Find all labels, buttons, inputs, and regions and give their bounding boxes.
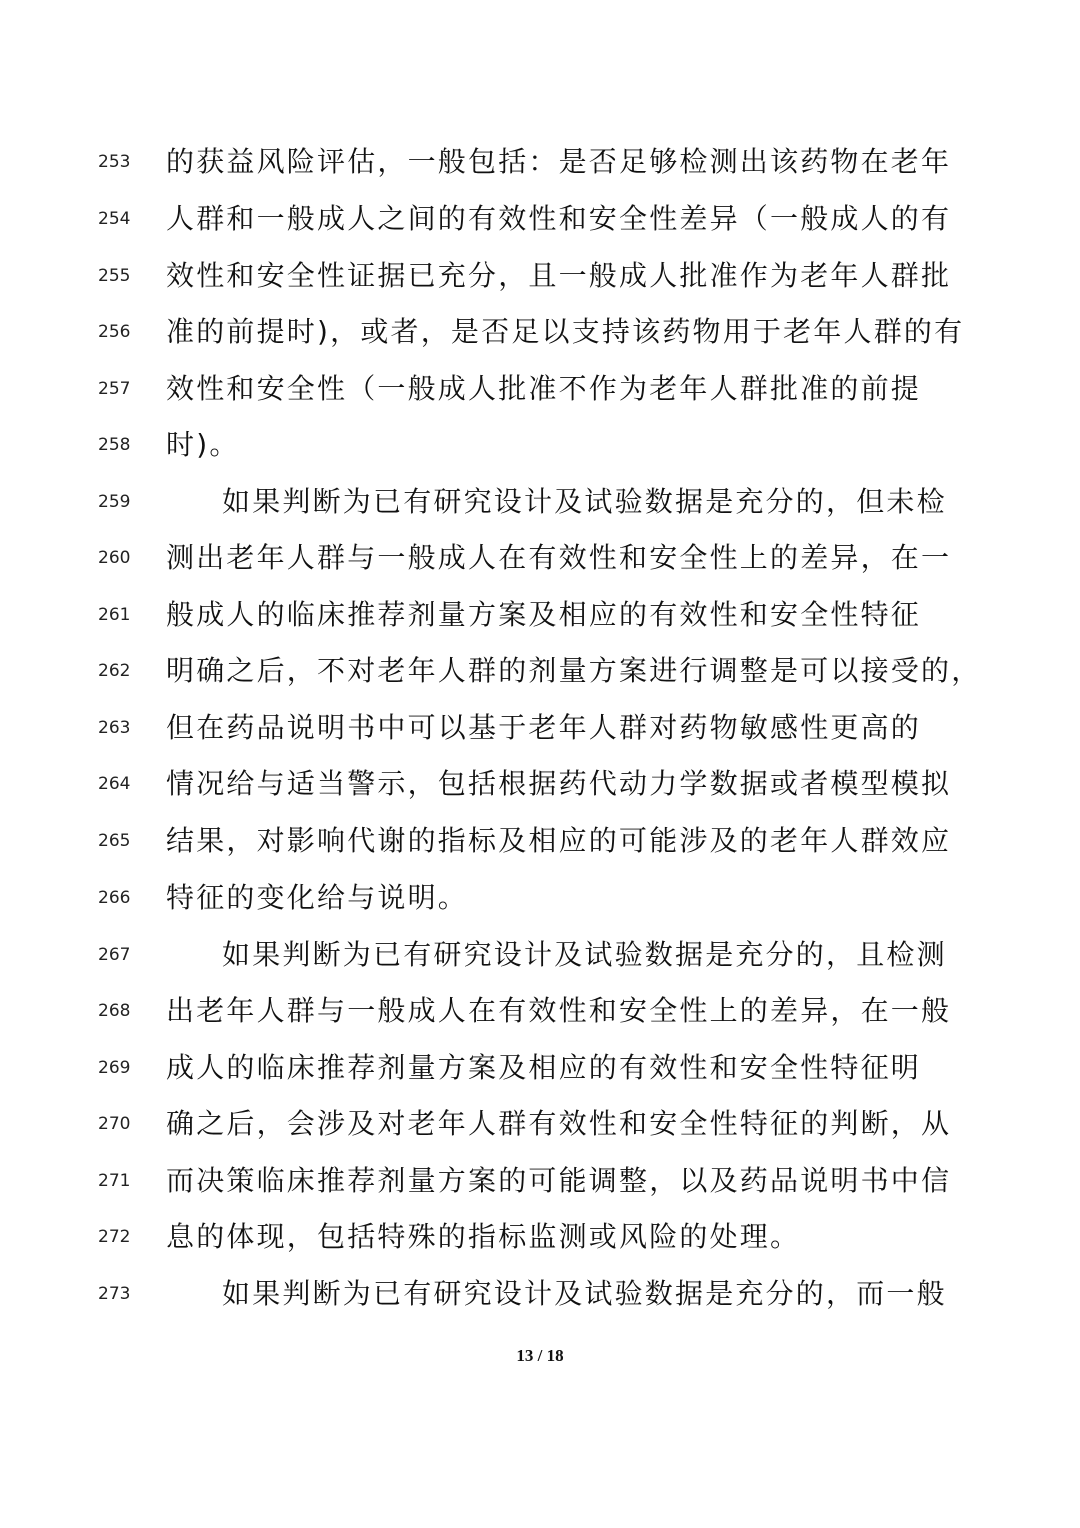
text-line: [0, 587, 1080, 643]
line-text: 如果判断为已有研究设计及试验数据是充分的，而一般: [222, 1277, 947, 1310]
line-number: 260: [98, 548, 131, 568]
line-number: 264: [98, 774, 131, 794]
line-text: 般成人的临床推荐剂量方案及相应的有效性和安全性特征: [166, 598, 922, 631]
line-text: 情况给与适当警示，包括根据药代动力学数据或者模型模拟: [166, 767, 952, 800]
text-line: [0, 643, 1080, 699]
text-line: [0, 134, 1080, 190]
line-text: 结果，对影响代谢的指标及相应的可能涉及的老年人群效应: [166, 824, 952, 857]
line-text: 时)。: [166, 428, 240, 461]
line-text: 明确之后，不对老年人群的剂量方案进行调整是可以接受的，: [166, 654, 982, 687]
text-line: [0, 1153, 1080, 1209]
text-line: [0, 1266, 1080, 1322]
line-number: 268: [98, 1001, 131, 1021]
line-number: 269: [98, 1058, 131, 1078]
text-line: [0, 474, 1080, 530]
line-number: 272: [98, 1227, 131, 1247]
line-text: 特征的变化给与说明。: [166, 881, 469, 914]
line-number: 256: [98, 322, 131, 342]
line-text: 效性和安全性（一般成人批准不作为老年人群批准的前提: [166, 372, 922, 405]
line-number: 270: [98, 1114, 131, 1134]
line-text: 如果判断为已有研究设计及试验数据是充分的，且检测: [222, 938, 947, 971]
text-line: [0, 927, 1080, 983]
text-line: [0, 870, 1080, 926]
line-number: 259: [98, 492, 131, 512]
line-text: 准的前提时)，或者，是否足以支持该药物用于老年人群的有: [166, 315, 965, 348]
line-text: 人群和一般成人之间的有效性和安全性差异（一般成人的有: [166, 202, 952, 235]
line-text: 息的体现，包括特殊的指标监测或风险的处理。: [166, 1220, 801, 1253]
line-number: 273: [98, 1284, 131, 1304]
text-line: [0, 1209, 1080, 1265]
text-line: [0, 304, 1080, 360]
line-text: 而决策临床推荐剂量方案的可能调整，以及药品说明书中信: [166, 1164, 952, 1197]
text-line: [0, 756, 1080, 812]
line-text: 确之后，会涉及对老年人群有效性和安全性特征的判断，从: [166, 1107, 952, 1140]
text-line: [0, 361, 1080, 417]
line-text: 如果判断为已有研究设计及试验数据是充分的，但未检: [222, 485, 947, 518]
line-text: 出老年人群与一般成人在有效性和安全性上的差异，在一般: [166, 994, 952, 1027]
line-number: 262: [98, 661, 131, 681]
line-number: 271: [98, 1171, 131, 1191]
line-number: 263: [98, 718, 131, 738]
text-line: [0, 1096, 1080, 1152]
line-text: 但在药品说明书中可以基于老年人群对药物敏感性更高的: [166, 711, 922, 744]
text-line: [0, 417, 1080, 473]
line-number: 257: [98, 379, 131, 399]
line-number: 261: [98, 605, 131, 625]
text-line: [0, 530, 1080, 586]
line-number: 267: [98, 945, 131, 965]
line-text: 测出老年人群与一般成人在有效性和安全性上的差异，在一: [166, 541, 952, 574]
text-line: [0, 1040, 1080, 1096]
line-number: 255: [98, 266, 131, 286]
line-number: 265: [98, 831, 131, 851]
line-text: 成人的临床推荐剂量方案及相应的有效性和安全性特征明: [166, 1051, 922, 1084]
line-text: 的获益风险评估，一般包括：是否足够检测出该药物在老年: [166, 145, 952, 178]
text-line: [0, 983, 1080, 1039]
line-number: 266: [98, 888, 131, 908]
page-number: 13 / 18: [516, 1346, 564, 1365]
text-line: [0, 191, 1080, 247]
line-number: 254: [98, 209, 131, 229]
line-text: 效性和安全性证据已充分，且一般成人批准作为老年人群批: [166, 259, 952, 292]
text-line: [0, 248, 1080, 304]
line-number: 253: [98, 152, 131, 172]
text-line: [0, 813, 1080, 869]
line-number: 258: [98, 435, 131, 455]
text-line: [0, 700, 1080, 756]
